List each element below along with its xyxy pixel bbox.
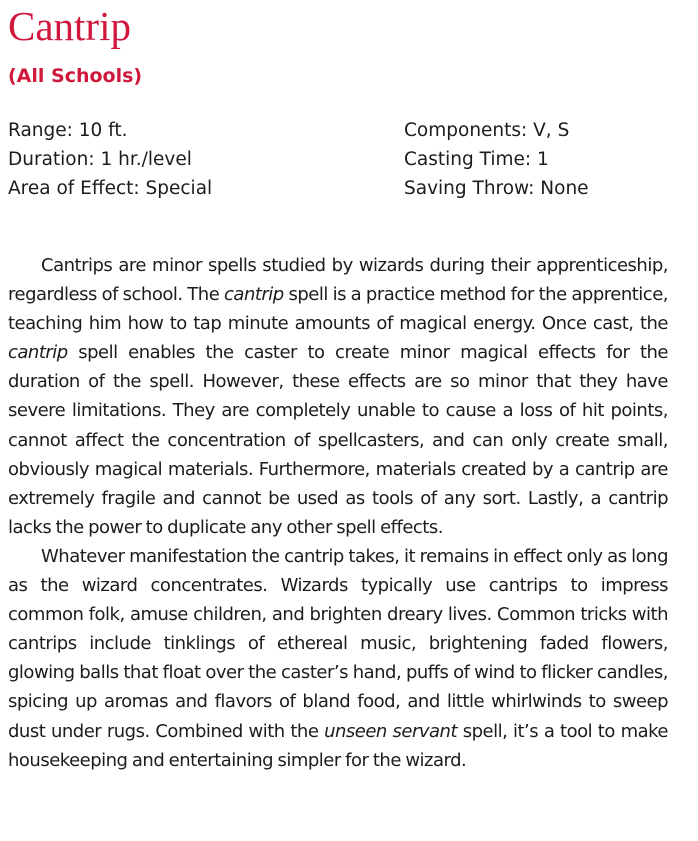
stat-range: Range: 10 ft. <box>8 120 128 141</box>
spell-reference: cantrip <box>224 284 284 306</box>
stat-saving-throw: Saving Throw: None <box>404 178 589 199</box>
spell-title: Cantrip <box>8 3 131 49</box>
spell-reference: unseen servant <box>324 720 458 742</box>
spell-entry <box>8 0 668 775</box>
spell-description <box>8 251 668 775</box>
description-paragraph-1 <box>8 251 668 542</box>
description-text: Cantrips are minor spells studied by wizards during their apprenticeship, regardless of school. The <box>8 255 668 306</box>
description-text: spell is a practice method for the apprentice, teaching him how to tap minute amounts of magical energy. Once cast, the <box>8 284 668 335</box>
stat-duration: Duration: 1 hr./level <box>8 149 192 170</box>
spell-school: (All Schools) <box>8 65 143 87</box>
stat-area-of-effect: Area of Effect: Special <box>8 178 213 199</box>
description-paragraph-2 <box>8 542 668 775</box>
spell-stats-block <box>8 116 668 206</box>
description-text: spell enables the caster to create minor magical effects for the duration of the spell. However, these effects are so minor that they have severe limitations. They are completely unable to cause a loss of hit points, cannot affect the concentration of spellcasters, and can only create small, obviously magical materials. Furthermore, materials created by a cantrip are extremely fragile and cannot be used as tools of any sort. Lastly, a cantrip lacks the power to duplicate any other spell effects. <box>8 342 668 538</box>
description-text: Whatever manifestation the cantrip takes, it remains in effect only as long as the wizard concentrates. Wizards typically use cantrips to impress common folk, amuse children, and brighten dreary lives. Common tricks with cantrips include tinklings of ethereal music, brightening faded flowers, glowing balls that float over the caster’s hand, puffs of wind to flicker candles, spicing up aromas and flavors of bland food, and little whirlwinds to sweep dust under rugs. Combined with the <box>8 545 668 742</box>
description-text: spell, it’s a tool to make housekeeping and entertaining simpler for the wizard. <box>8 720 668 771</box>
stat-components: Components: V, S <box>404 120 570 141</box>
spell-reference: cantrip <box>8 342 68 364</box>
stat-casting-time: Casting Time: 1 <box>404 149 549 170</box>
